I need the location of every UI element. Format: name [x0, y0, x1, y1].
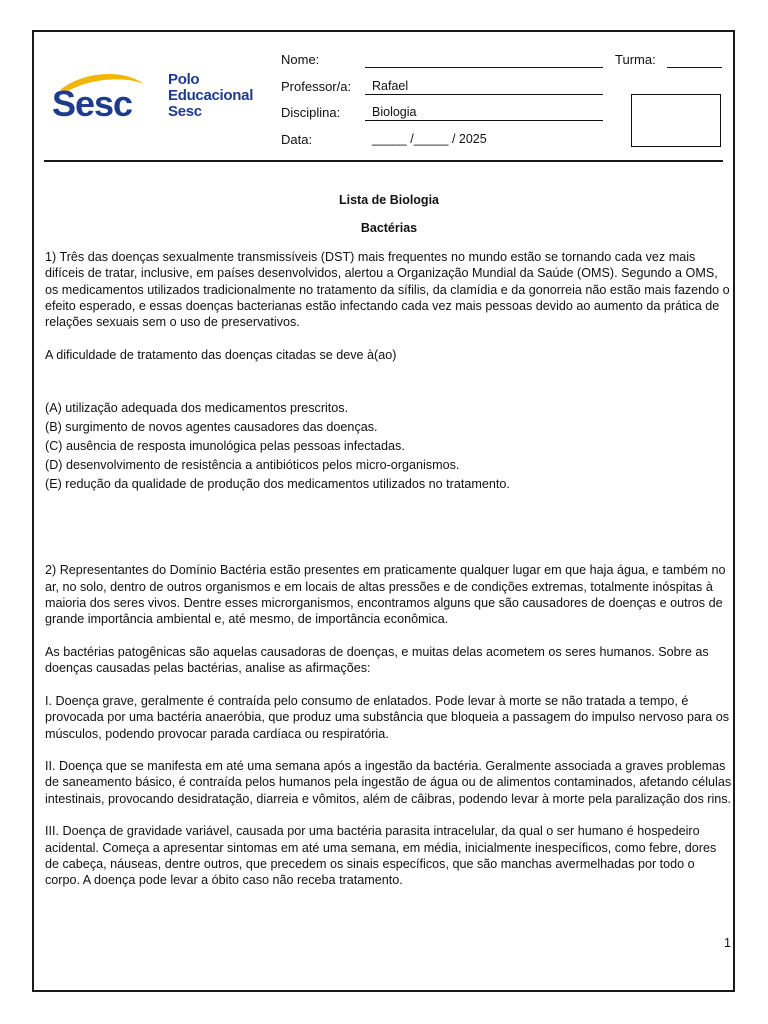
option-d: (D) desenvolvimento de resistência a antibióticos pelos micro-organismos. [45, 458, 460, 473]
option-a: (A) utilização adequada dos medicamentos prescritos. [45, 401, 349, 416]
disciplina-value: Biologia [372, 105, 417, 119]
disciplina-field[interactable] [365, 120, 603, 121]
option-b: (B) surgimento de novos agentes causadores das doenças. [45, 420, 378, 435]
turma-field[interactable] [667, 67, 722, 68]
nome-label: Nome: [281, 52, 320, 67]
data-label: Data: [281, 132, 313, 147]
grade-box[interactable] [631, 94, 721, 147]
question-2-intro: As bactérias patogênicas são aquelas causadoras de doenças, e muitas delas acometem os seres humanos. Sobre as doenças causadas pelas bactérias, analise as afirmações: [45, 644, 709, 676]
data-value[interactable]: _____ /_____ / 2025 [372, 132, 487, 146]
option-e: (E) redução da qualidade de produção dos medicamentos utilizados no tratamento. [45, 477, 510, 492]
sesc-logo [52, 70, 252, 122]
document-body [45, 192, 733, 889]
question-2-text: 2) Representantes do Domínio Bactéria estão presentes em praticamente qualquer lugar em que haja água, e também no ar, no solo, dentro de outros organismos e em locais de altas pressões e de condições extremas, totalmente inóspitas à maioria dos seres vivos. Dentre esses microrganismos, encontramos alguns que são causadores de doenças e outros de grande importância ambiental e, até mesmo, de importância econômica. [45, 563, 726, 627]
document-title: Lista de Biologia [338, 193, 439, 207]
page-number: 1 [724, 936, 731, 950]
statement-i: I. Doença grave, geralmente é contraída pelo consumo de enlatados. Pode levar à morte se não tratada a tempo, é provocada por uma bactéria anaeróbia, que produz uma substância que bloqueia a passagem do impulso nervoso para os músculos, podendo provocar parada cardíaca ou respiratória. [45, 693, 729, 741]
option-c: (C) ausência de resposta imunológica pelas pessoas infectadas. [45, 439, 405, 454]
professor-label: Professor/a: [281, 79, 352, 94]
statement-ii: II. Doença que se manifesta em até uma semana após a ingestão da bactéria. Geralmente associada a graves problemas de saneamento básico, é contraída pelos humanos pela ingestão de água ou de alimentos contaminados, afetando células intestinais, provocando desidratação, diarreia e vômitos, além de câibras, podendo levar à morte pela paralização dos rins. [45, 758, 732, 806]
logo-wordmark: Sesc [52, 83, 133, 122]
nome-field[interactable] [365, 67, 603, 68]
document-subtitle: Bactérias [360, 221, 418, 236]
sesc-logo-mark [52, 70, 162, 122]
question-1-text: 1) Três das doenças sexualmente transmissíveis (DST) mais frequentes no mundo estão se tornando cada vez mais difíceis de tratar, inclusive, em países desenvolvidos, alertou a Organização Mundial da Saúde (OMS). Segundo a OMS, os medicamentos utilizados tradicionalmente no tratamento da sífilis, da clamídia e da gonorreia não estão mais fazendo o efeito esperado, e essas doenças bacterianas estão infectando cada vez mais pessoas devido ao aumento da prática de relações sexuais sem o uso de preservativos. [45, 249, 730, 330]
turma-label: Turma: [615, 52, 656, 67]
header-divider [44, 160, 723, 162]
question-1-prompt: A dificuldade de tratamento das doenças citadas se deve à(ao) [45, 347, 397, 362]
disciplina-label: Disciplina: [281, 105, 341, 120]
statement-iii: III. Doença de gravidade variável, causada por uma bactéria parasita intracelular, da qual o ser humano é hospedeiro acidental. Começa a apresentar sintomas em até uma semana, em média, inicialmente inespecíficos, como febre, dores de cabeça, náuseas, dentre outros, que precedem os sinais específicos, que são manchas avermelhadas por todo o corpo. A doença pode levar a óbito caso não receba tratamento. [45, 824, 717, 888]
professor-field[interactable] [365, 94, 603, 95]
logo-subtitle: Polo Educacional Sesc [168, 71, 254, 120]
question-1-options [45, 399, 733, 494]
professor-value: Rafael [372, 79, 409, 93]
